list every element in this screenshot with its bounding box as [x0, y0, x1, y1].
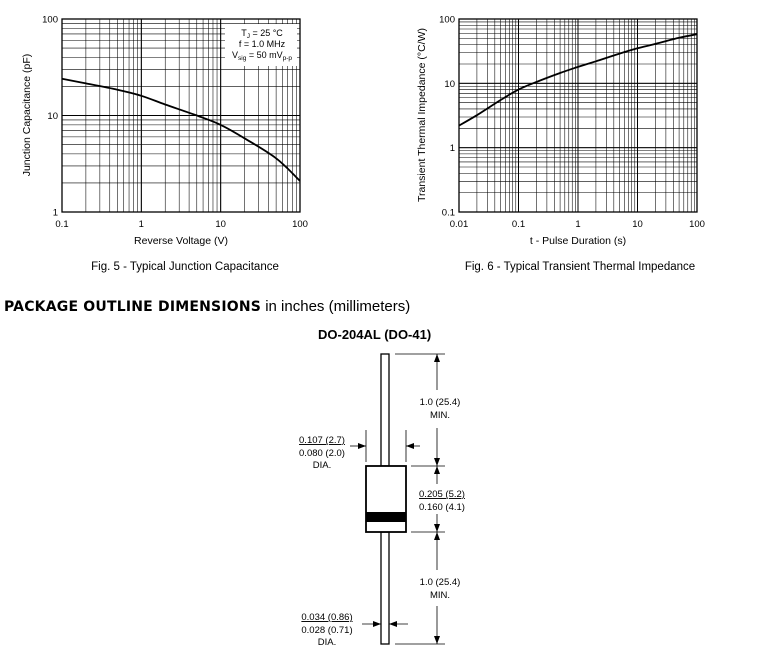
x-tick-label: 100 [292, 219, 308, 230]
dim-body-dia-label: DIA. [312, 460, 332, 471]
x-tick-label: 1 [138, 219, 144, 230]
cathode-band [366, 512, 406, 522]
x-tick-label: 0.01 [449, 219, 469, 230]
chart2-y-axis-label: Transient Thermal Impedance (°C/W) [416, 27, 428, 203]
dim-lead-length-top: 1.0 (25.4) [419, 397, 461, 408]
y-tick-label: 10 [444, 78, 455, 90]
x-tick-label: 1 [575, 219, 581, 230]
dim-lead-length-bottom-min: MIN. [429, 590, 451, 601]
y-tick-label: 10 [47, 111, 58, 122]
chart2-x-axis-label: t - Pulse Duration (s) [529, 235, 627, 247]
chart-transient-thermal-impedance [416, 15, 705, 274]
x-tick-label: 10 [215, 219, 226, 230]
section-title-units: in inches (millimeters) [261, 298, 411, 315]
chart-junction-capacitance [21, 15, 308, 274]
chart1-series-line [62, 79, 300, 181]
section-title [4, 298, 410, 315]
chart1-caption: Fig. 5 - Typical Junction Capacitance [91, 261, 279, 273]
x-tick-label: 100 [689, 219, 705, 230]
chart1-annotation-freq: f = 1.0 MHz [238, 39, 286, 49]
y-tick-label: 100 [439, 14, 455, 26]
diode-body [366, 466, 406, 532]
dim-lead-dia-min: 0.028 (0.71) [301, 625, 353, 636]
dim-lead-dia-label: DIA. [317, 637, 337, 648]
dim-body-dia-max: 0.107 (2.7) [299, 435, 345, 446]
dim-body-dia-min: 0.080 (2.0) [299, 448, 345, 459]
chart1-x-axis-label: Reverse Voltage (V) [134, 235, 228, 247]
chart2-grid [459, 19, 697, 212]
dim-lead-length-top-min: MIN. [429, 410, 451, 421]
top-lead [381, 354, 389, 466]
chart2-caption: Fig. 6 - Typical Transient Thermal Impedance [464, 261, 696, 273]
chart1-y-axis-label: Junction Capacitance (pF) [21, 53, 33, 177]
chart1-annotation-vsig: $V_{sig} = 50$ $mV_{p-p}$ [231, 50, 293, 62]
dim-lead-length-bottom: 1.0 (25.4) [419, 577, 461, 588]
x-tick-label: 10 [632, 219, 643, 230]
dim-body-length-max: 0.205 (5.2) [419, 489, 465, 500]
y-tick-label: 0.1 [441, 207, 455, 219]
y-tick-label: 1 [52, 207, 58, 219]
package-name: DO-204AL (DO-41) [318, 327, 432, 342]
y-tick-label: 1 [449, 143, 455, 155]
x-tick-label: 0.1 [511, 219, 526, 230]
chart1-annotation-temp: $T_J = 25$ °C [241, 28, 283, 40]
dim-lead-dia-max: 0.034 (0.86) [301, 612, 353, 623]
y-tick-label: 100 [42, 14, 58, 26]
dim-body-length-min: 0.160 (4.1) [419, 502, 465, 513]
section-title-bold: PACKAGE OUTLINE DIMENSIONS [4, 299, 262, 315]
bottom-lead [381, 532, 389, 644]
x-tick-label: 0.1 [55, 219, 69, 230]
